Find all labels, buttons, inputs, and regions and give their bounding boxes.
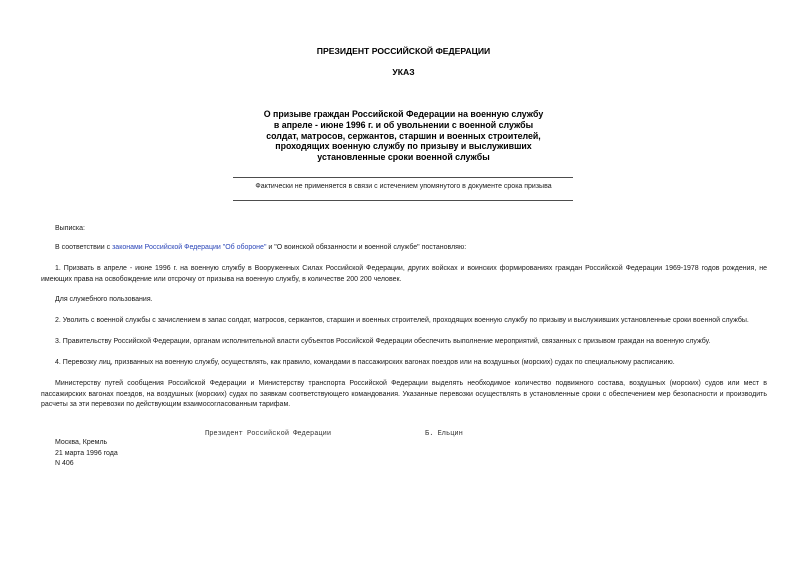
decree-title-line: проходящих военную службу по призыву и выслуживших: [275, 141, 532, 152]
notice-rule-top: [233, 177, 573, 178]
clause-3: 3. Правительству Российской Федерации, органам исполнительной власти субъектов Российской Федерации обеспечить выполнение мероприятий, связанных с призывом граждан на военную службу.: [55, 338, 711, 345]
extract-label: Выписка:: [55, 225, 85, 232]
clause-1: 1. Призвать в апреле - июне 1996 г. на военную службу в Вооруженных Силах Российской Федерации, других войсках и воинских формированиях граждан Российской Федерации 1969-1978 годов рождения, не имеющих права на освобождение или отсрочку от призыва на военную службу, в количестве 200 200 человек.: [41, 265, 767, 283]
preamble: [41, 243, 767, 254]
decree-title-line: солдат, матросов, сержантов, старшин и военных строителей,: [266, 130, 541, 141]
signing-place: Москва, Кремль: [55, 439, 108, 446]
signing-date: 21 марта 1996 года: [55, 449, 118, 457]
decree-title-line: О призыве граждан Российской Федерации на военную службу: [263, 109, 544, 119]
document-type-heading: УКАЗ: [392, 67, 415, 77]
restricted-note: Для служебного пользования.: [55, 296, 153, 303]
clause-4: 4. Перевозку лиц, призванных на военную службу, осуществлять, как правило, командами в пассажирских вагонах поездов или на воздушных (морских) судах по специальному расписанию.: [55, 359, 675, 366]
clause-4-transport: Министерству путей сообщения Российской Федерации и Министерству транспорта Российской Федерации выделять необходимое количество подвижного состава, воздушных (морских) судов или мест в пассажирских вагонах поездов, на воздушных (морских) судах по заявкам соответствующего командования. Указанные перевозки осуществлять в установленные сроки с обеспечением мер безопасности и производить расчеты за эти перевозки по действующим взаимосогласованным тарифам.: [41, 380, 767, 408]
preamble-text-after: и "О воинской обязанности и военной службе" постановляю:: [266, 244, 467, 251]
signatory-name: Б. Ельцин: [425, 430, 463, 438]
validity-notice: Фактически не применяется в связи с истечением упомянутого в документе срока призыва: [255, 183, 552, 190]
preamble-text-before: В соответствии с: [55, 244, 113, 251]
notice-rule-bottom: [233, 200, 573, 201]
decree-title-line: установленные сроки военной службы: [317, 152, 490, 163]
decree-title-line: в апреле - июне 1996 г. и об увольнении с военной службы: [273, 119, 534, 130]
signatory-position: Президент Российской Федерации: [205, 430, 332, 438]
clause-2: 2. Уволить с военной службы с зачислением в запас солдат, матросов, сержантов, старшин и военных строителей, проходящих военную службу по призыву и выслуживших установленные сроки военной службы.: [55, 317, 749, 324]
document-number: N 406: [55, 460, 74, 467]
issuer-heading: ПРЕЗИДЕНТ РОССИЙСКОЙ ФЕДЕРАЦИИ: [316, 46, 491, 56]
document-footer: [55, 438, 118, 470]
law-reference-link[interactable]: законами Российской Федерации "Об обороне": [112, 244, 267, 251]
decree-title: [0, 109, 807, 163]
